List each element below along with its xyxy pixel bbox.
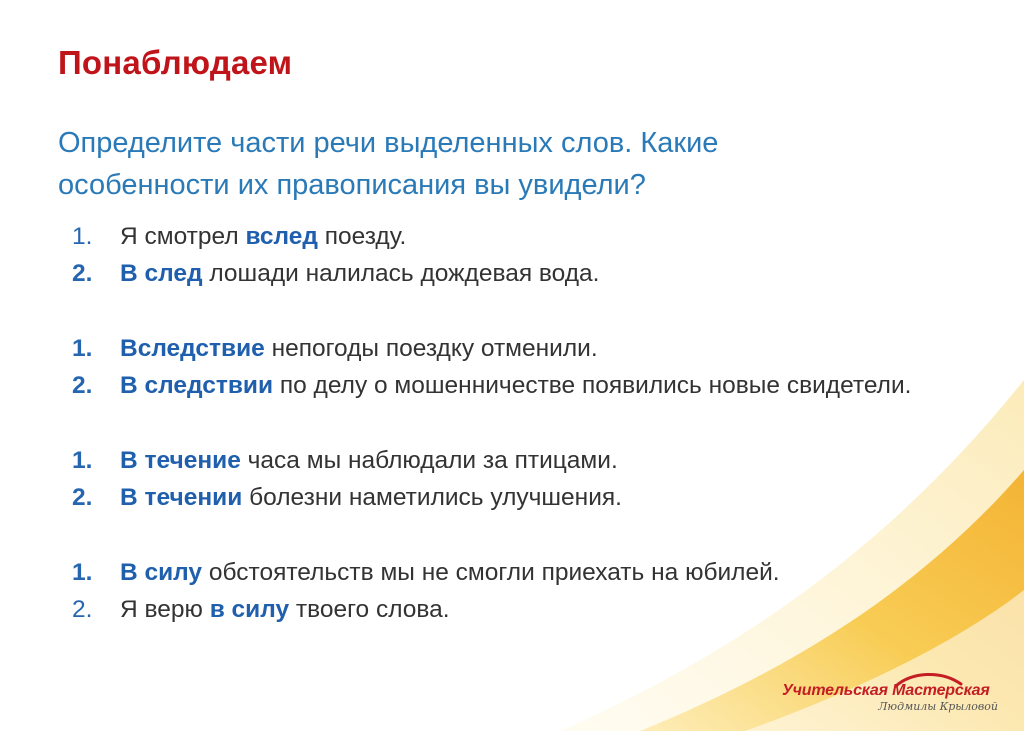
item-text-before: Я верю (120, 596, 210, 623)
item-number: 1. (72, 559, 93, 586)
item-number: 1. (72, 335, 93, 362)
item-number: 2. (72, 484, 93, 511)
item-highlight: В течении (120, 484, 243, 511)
slide-title: Понаблюдаем (58, 44, 293, 81)
list-item (58, 554, 958, 591)
list-item (58, 218, 958, 255)
item-highlight: В силу (120, 559, 203, 586)
item-text-after: поезду. (317, 223, 407, 250)
item-number: 2. (72, 596, 93, 623)
sentence-list (58, 218, 958, 628)
slide-subtitle: Определите части речи выделенных слов. Какие особенности их правописания вы увидели? (58, 127, 719, 201)
list-item (58, 255, 958, 292)
item-text-before: Я смотрел (120, 223, 246, 250)
item-number: 2. (72, 260, 93, 287)
list-item (58, 330, 958, 367)
item-text-after: лошади налилась дождевая вода. (202, 260, 600, 287)
list-item (58, 479, 958, 516)
list-item (58, 367, 958, 404)
item-highlight: вслед (245, 223, 318, 250)
item-text-after: болезни наметились улучшения. (242, 484, 622, 511)
item-highlight: в силу (209, 596, 290, 623)
list-item (58, 442, 958, 479)
item-number: 1. (72, 223, 93, 250)
item-highlight: В течение (120, 447, 241, 474)
item-highlight: В следствии (120, 372, 274, 399)
item-text-after: часа мы наблюдали за птицами. (240, 447, 618, 474)
item-text-after: по делу о мошенничестве появились новые свидетели. (273, 372, 912, 399)
item-text-after: обстоятельств мы не смогли приехать на юбилей. (202, 559, 780, 586)
item-highlight: В след (120, 260, 203, 287)
item-number: 2. (72, 372, 93, 399)
brand-logo (776, 668, 1006, 720)
item-text-after: твоего слова. (289, 596, 450, 623)
item-highlight: Вследствие (120, 335, 265, 362)
item-text-after: непогоды поездку отменили. (264, 335, 598, 362)
logo-main-text: Учительская Мастерская (782, 682, 990, 699)
item-number: 1. (72, 447, 93, 474)
logo-sub-text: Людмилы Крыловой (878, 700, 998, 713)
list-item (58, 591, 958, 628)
